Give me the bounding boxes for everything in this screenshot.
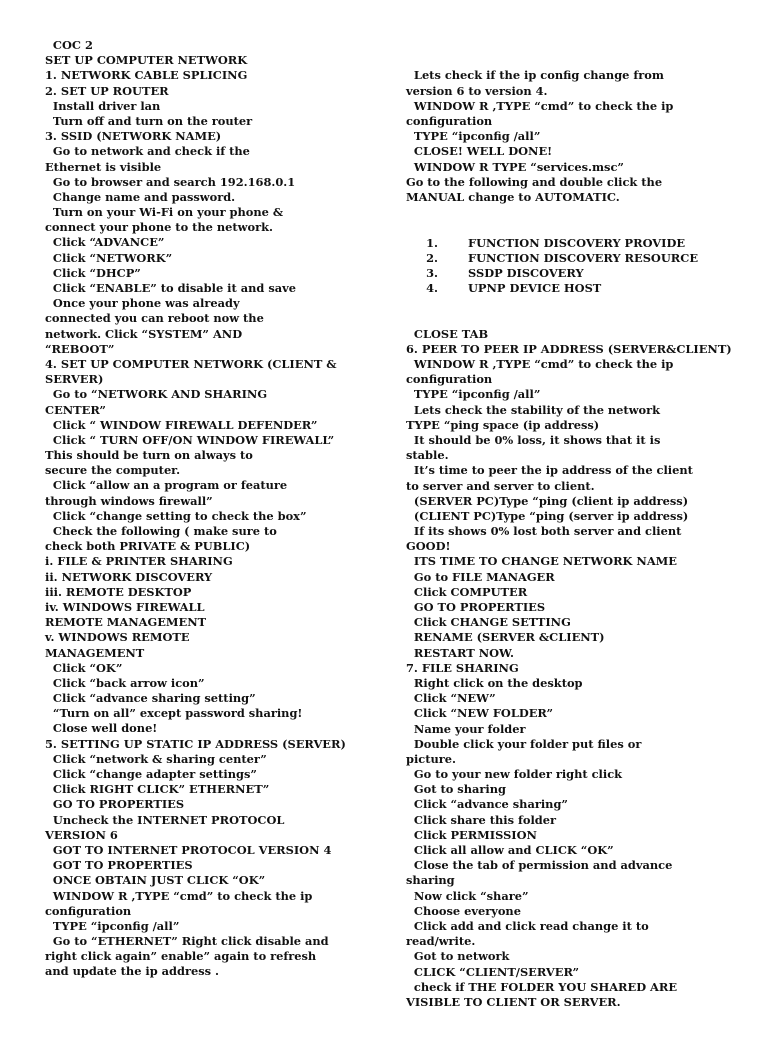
text-line: SET UP COMPUTER NETWORK: [45, 53, 248, 68]
text-line: connected you can reboot now the: [45, 311, 264, 326]
text-line: Click “change adapter settings”: [45, 767, 257, 781]
right-text-column: [406, 38, 736, 1041]
text-line: REMOTE MANAGEMENT: [45, 615, 207, 630]
list-item: [406, 266, 736, 281]
text-line: Choose everyone: [406, 903, 521, 918]
list-item-number: 3.: [426, 265, 438, 280]
list-item-text: FUNCTION DISCOVERY PROVIDE: [468, 235, 686, 250]
text-line: TYPE “ipconfig /all”: [45, 918, 180, 933]
list-item-text: FUNCTION DISCOVERY RESOURCE: [468, 250, 698, 265]
text-line: Click “advance sharing setting”: [45, 691, 256, 706]
text-line: Got to network: [406, 949, 510, 964]
text-line: Change name and password.: [45, 189, 236, 204]
list-item: [406, 281, 736, 296]
text-line: 3. SSID (NETWORK NAME): [45, 129, 222, 144]
list-item: [406, 251, 736, 266]
text-line: MANAGEMENT: [45, 645, 145, 660]
text-line: version 6 to version 4.: [406, 83, 548, 98]
text-line: to server and server to client.: [406, 478, 595, 493]
text-line: Lets check if the ip config change from: [406, 68, 664, 83]
text-line: Click CHANGE SETTING: [406, 615, 571, 630]
text-line: RESTART NOW.: [406, 645, 515, 660]
text-line: Once your phone was already: [45, 296, 240, 311]
text-line: TYPE “ipconfig /all”: [406, 129, 541, 144]
text-line: “REBOOT”: [45, 341, 115, 356]
text-line: VISIBLE TO CLIENT OR SERVER.: [406, 994, 621, 1009]
text-line: Click “NEW”: [406, 691, 496, 706]
text-line: GOT TO INTERNET PROTOCOL VERSION 4: [45, 842, 332, 857]
text-line: Go to network and check if the: [45, 144, 250, 159]
text-line: sharing: [406, 873, 455, 888]
text-line: i. FILE & PRINTER SHARING: [45, 554, 233, 569]
text-line: Turn off and turn on the router: [45, 113, 253, 128]
text-line: read/write.: [406, 934, 476, 949]
text-line: Click share this folder: [406, 812, 557, 827]
text-line: Close well done!: [45, 721, 158, 736]
text-line: CLICK “CLIENT/SERVER”: [406, 964, 580, 979]
text-line: v. WINDOWS REMOTE: [45, 630, 190, 645]
text-line: If its shows 0% lost both server and client: [406, 524, 682, 539]
text-line: Click “NETWORK”: [45, 250, 173, 265]
text-line: Double click your folder put files or: [406, 736, 642, 751]
text-line: WINDOW R ,TYPE “cmd” to check the ip: [45, 888, 313, 903]
text-line: network. Click “SYSTEM” AND: [45, 326, 243, 341]
list-item: [406, 236, 736, 251]
services-numbered-list: [406, 236, 736, 297]
left-text-column: [45, 38, 385, 980]
text-line: Go to browser and search 192.168.0.1: [45, 174, 296, 189]
list-item-text: UPNP DEVICE HOST: [468, 281, 602, 296]
text-line: Go to FILE MANAGER: [406, 569, 555, 584]
text-line: RENAME (SERVER &CLIENT): [406, 630, 605, 645]
text-line: Turn on your Wi-Fi on your phone &: [45, 205, 284, 220]
text-line: TYPE “ipconfig /all”: [406, 387, 541, 402]
text-line: check if THE FOLDER YOU SHARED ARE: [406, 979, 678, 994]
text-line: Ethernet is visible: [45, 159, 162, 174]
text-line: CLOSE! WELL DONE!: [406, 144, 553, 159]
text-line: 7. FILE SHARING: [406, 660, 519, 675]
text-line: COC 2: [45, 38, 93, 52]
text-line: TYPE “ping space (ip address): [406, 417, 600, 432]
text-line: Close the tab of permission and advance: [406, 858, 673, 873]
text-line: iv. WINDOWS FIREWALL: [45, 599, 205, 614]
text-line: Go to “NETWORK AND SHARING: [45, 387, 268, 402]
text-line: Click “network & sharing center”: [45, 751, 267, 766]
text-line: 5. SETTING UP STATIC IP ADDRESS (SERVER): [45, 736, 346, 751]
text-line: 1. NETWORK CABLE SPLICING: [45, 68, 248, 83]
text-line: GO TO PROPERTIES: [406, 600, 546, 615]
text-line: right click again” enable” again to refresh: [45, 949, 317, 964]
text-line: Go to your new folder right click: [406, 767, 623, 782]
text-line: 2. SET UP ROUTER: [45, 83, 169, 98]
text-line: (SERVER PC)Type “ping (client ip address): [406, 493, 689, 508]
text-line: WINDOW R TYPE “services.msc”: [406, 159, 624, 174]
text-line: Click “DHCP”: [45, 265, 141, 280]
text-line: Go to the following and double click the: [406, 174, 663, 189]
text-line: Click RIGHT CLICK” ETHERNET”: [45, 782, 270, 797]
text-line: 4. SET UP COMPUTER NETWORK (CLIENT &: [45, 356, 337, 371]
text-line: 6. PEER TO PEER IP ADDRESS (SERVER&CLIENT): [406, 341, 732, 356]
text-line: Click all allow and CLICK “OK”: [406, 843, 614, 858]
text-line: configuration: [45, 903, 132, 918]
text-line: GOT TO PROPERTIES: [45, 858, 193, 873]
text-line: Click PERMISSION: [406, 827, 537, 842]
text-line: Now click “share”: [406, 888, 529, 903]
text-line: WINDOW R ,TYPE “cmd” to check the ip: [406, 98, 674, 113]
text-line: Check the following ( make sure to: [45, 524, 277, 538]
list-item-number: 4.: [426, 281, 438, 296]
text-line: WINDOW R ,TYPE “cmd” to check the ip: [406, 357, 674, 372]
list-item-number: 2.: [426, 250, 438, 265]
right-column-bottom-block: [406, 327, 736, 1010]
text-line: ii. NETWORK DISCOVERY: [45, 569, 213, 584]
text-line: Got to sharing: [406, 782, 506, 797]
text-line: picture.: [406, 751, 456, 766]
list-item-text: SSDP DISCOVERY: [468, 265, 584, 280]
text-line: and update the ip address .: [45, 964, 219, 979]
text-line: “Turn on all” except password sharing!: [45, 706, 303, 721]
text-line: Click “change setting to check the box”: [45, 508, 307, 523]
text-line: secure the computer.: [45, 463, 181, 478]
text-line: connect your phone to the network.: [45, 220, 273, 235]
text-line: Click “ENABLE” to disable it and save: [45, 281, 296, 295]
text-line: CENTER”: [45, 402, 106, 417]
text-line: Click “advance sharing”: [406, 797, 568, 812]
text-line: configuration: [406, 372, 493, 387]
text-line: CLOSE TAB: [406, 326, 489, 341]
text-line: iii. REMOTE DESKTOP: [45, 584, 192, 599]
text-line: ONCE OBTAIN JUST CLICK “OK”: [45, 873, 266, 888]
text-line: check both PRIVATE & PUBLIC): [45, 539, 251, 554]
text-line: Click “allow an a program or feature: [45, 478, 288, 493]
text-line: It’s time to peer the ip address of the client: [406, 463, 693, 478]
text-line: Right click on the desktop: [406, 675, 583, 690]
text-line: GOOD!: [406, 539, 451, 554]
text-line: Name your folder: [406, 721, 526, 736]
text-line: Click add and click read change it to: [406, 918, 649, 933]
text-line: Lets check the stability of the network: [406, 402, 660, 417]
text-line: (CLIENT PC)Type “ping (server ip address): [406, 508, 689, 523]
text-line: Click “NEW FOLDER”: [406, 706, 554, 721]
text-line: Click “back arrow icon”: [45, 675, 205, 690]
text-line: GO TO PROPERTIES: [45, 797, 185, 812]
text-line: Install driver lan: [45, 98, 161, 113]
text-line: Click COMPUTER: [406, 584, 528, 599]
text-line: It should be 0% loss, it shows that it is: [406, 432, 661, 447]
text-line: Click “OK”: [45, 660, 123, 675]
text-line: Uncheck the INTERNET PROTOCOL: [45, 812, 285, 827]
text-line: stable.: [406, 448, 449, 463]
text-line: SERVER): [45, 372, 104, 387]
right-column-top-block: [406, 68, 736, 205]
text-line: VERSION 6: [45, 827, 118, 842]
text-line: configuration: [406, 113, 493, 128]
text-line: Go to “ETHERNET” Right click disable and: [45, 934, 329, 949]
text-line: Click “ TURN OFF/ON WINDOW FIREWALL”: [45, 432, 335, 447]
text-line: Click “ WINDOW FIREWALL DEFENDER”: [45, 417, 318, 432]
text-line: ITS TIME TO CHANGE NETWORK NAME: [406, 554, 677, 569]
text-line: Click “ADVANCE”: [45, 235, 165, 250]
text-line: MANUAL change to AUTOMATIC.: [406, 189, 620, 204]
list-item-number: 1.: [426, 235, 438, 250]
text-line: This should be turn on always to: [45, 448, 253, 463]
text-line: through windows firewall”: [45, 493, 213, 508]
